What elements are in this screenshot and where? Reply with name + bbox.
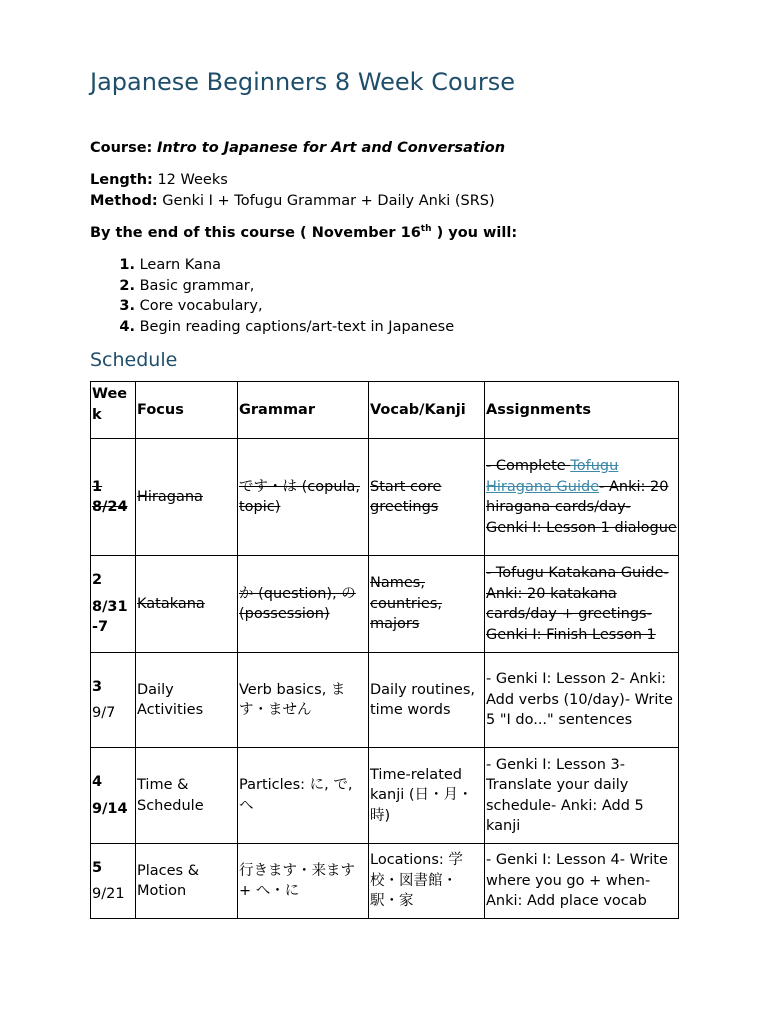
- list-item-text: Basic grammar,: [139, 277, 255, 294]
- list-item: [90, 317, 454, 338]
- list-item-number: 2.: [119, 277, 135, 294]
- week-cell: [91, 556, 136, 653]
- schedule-table: [90, 381, 679, 919]
- course-value: Intro to Japanese for Art and Conversation: [156, 140, 506, 156]
- week-date: 8/24: [92, 499, 128, 515]
- list-item-number: 1.: [119, 257, 135, 273]
- focus-cell: Katakana: [136, 556, 238, 653]
- grammar-cell: です・は (copula, topic): [238, 439, 369, 556]
- method-label: Method:: [90, 193, 158, 209]
- focus-cell: Hiragana: [136, 439, 238, 556]
- table-header-row: [91, 382, 679, 439]
- course-line: [90, 140, 505, 156]
- header-focus: Focus: [136, 382, 238, 439]
- week-date: 9/7: [92, 705, 116, 721]
- focus-cell: Places & Motion: [136, 844, 238, 919]
- length-label: Length:: [90, 172, 153, 188]
- vocab-cell: Start core greetings: [369, 439, 485, 556]
- vocab-cell: Names, countries, majors: [369, 556, 485, 653]
- week-number: 3: [92, 678, 103, 695]
- week-date: 9/21: [92, 886, 125, 902]
- method-value: Genki I + Tofugu Grammar + Daily Anki (SRS): [162, 193, 495, 209]
- list-item-number: 3.: [119, 298, 135, 314]
- header-grammar: Grammar: [238, 382, 369, 439]
- assignment-text: - Anki: 20 hiragana cards/day- Genki I: Lesson 1 dialogue: [486, 478, 677, 536]
- header-week: Wee k: [91, 382, 136, 439]
- list-item-text: Begin reading captions/art-text in Japanese: [139, 318, 455, 335]
- end-statement-text: By the end of this course ( November 16: [90, 224, 421, 241]
- list-item-text: Core vocabulary,: [139, 298, 263, 314]
- vocab-cell: Daily routines, time words: [369, 653, 485, 748]
- vocab-cell: Time-related kanji (日・月・時): [369, 748, 485, 844]
- table-row: [91, 653, 679, 748]
- week-date: 9/14: [92, 800, 128, 817]
- table-row: [91, 844, 679, 919]
- assignments-cell: - Tofugu Katakana Guide- Anki: 20 katakana cards/day + greetings- Genki I: Finish Lesson 1: [485, 556, 679, 653]
- method-line: [90, 193, 495, 209]
- length-value: 12 Weeks: [157, 172, 228, 188]
- end-statement: [90, 224, 517, 241]
- length-line: [90, 172, 228, 188]
- list-item: [90, 296, 454, 317]
- assignments-cell: - Genki I: Lesson 4- Write where you go + when- Anki: Add place vocab: [485, 844, 679, 919]
- week-number: 1: [92, 478, 103, 495]
- week-number: 2: [92, 572, 103, 589]
- header-vocab: Vocab/Kanji: [369, 382, 485, 439]
- list-item: [90, 276, 454, 297]
- table-row: [91, 439, 679, 556]
- focus-cell: Time & Schedule: [136, 748, 238, 844]
- list-item-text: Learn Kana: [139, 257, 221, 273]
- end-statement-tail: ) you will:: [431, 224, 518, 241]
- grammar-cell: Verb basics, ます・ません: [238, 653, 369, 748]
- tofugu-hiragana-link[interactable]: Tofugu Hiragana Guide: [486, 458, 619, 495]
- list-item-number: 4.: [119, 318, 135, 335]
- week-date: 8/31 -7: [92, 598, 128, 636]
- week-cell: [91, 748, 136, 844]
- week-cell: [91, 439, 136, 556]
- grammar-cell: か (question), の (possession): [238, 556, 369, 653]
- page-title: Japanese Beginners 8 Week Course: [90, 68, 515, 96]
- vocab-cell: Locations: 学校・図書館・駅・家: [369, 844, 485, 919]
- week-number: 5: [92, 859, 103, 876]
- grammar-cell: Particles: に, で, へ: [238, 748, 369, 844]
- focus-cell: Daily Activities: [136, 653, 238, 748]
- course-label: Course:: [90, 140, 153, 156]
- schedule-heading: Schedule: [90, 349, 178, 371]
- header-assignments: Assignments: [485, 382, 679, 439]
- week-number: 4: [92, 774, 103, 790]
- table-row: [91, 556, 679, 653]
- list-item: [90, 255, 454, 276]
- grammar-cell: 行きます・来ます + へ・に: [238, 844, 369, 919]
- assignment-text: - Complete: [486, 458, 571, 474]
- week-cell: [91, 653, 136, 748]
- end-statement-sup: th: [420, 224, 432, 234]
- assignments-cell: - Genki I: Lesson 3- Translate your daily schedule- Anki: Add 5 kanji: [485, 748, 679, 844]
- assignments-cell: [485, 439, 679, 556]
- week-cell: [91, 844, 136, 919]
- assignments-cell: - Genki I: Lesson 2- Anki: Add verbs (10/day)- Write 5 "I do..." sentences: [485, 653, 679, 748]
- goals-list: [90, 255, 454, 337]
- table-row: [91, 748, 679, 844]
